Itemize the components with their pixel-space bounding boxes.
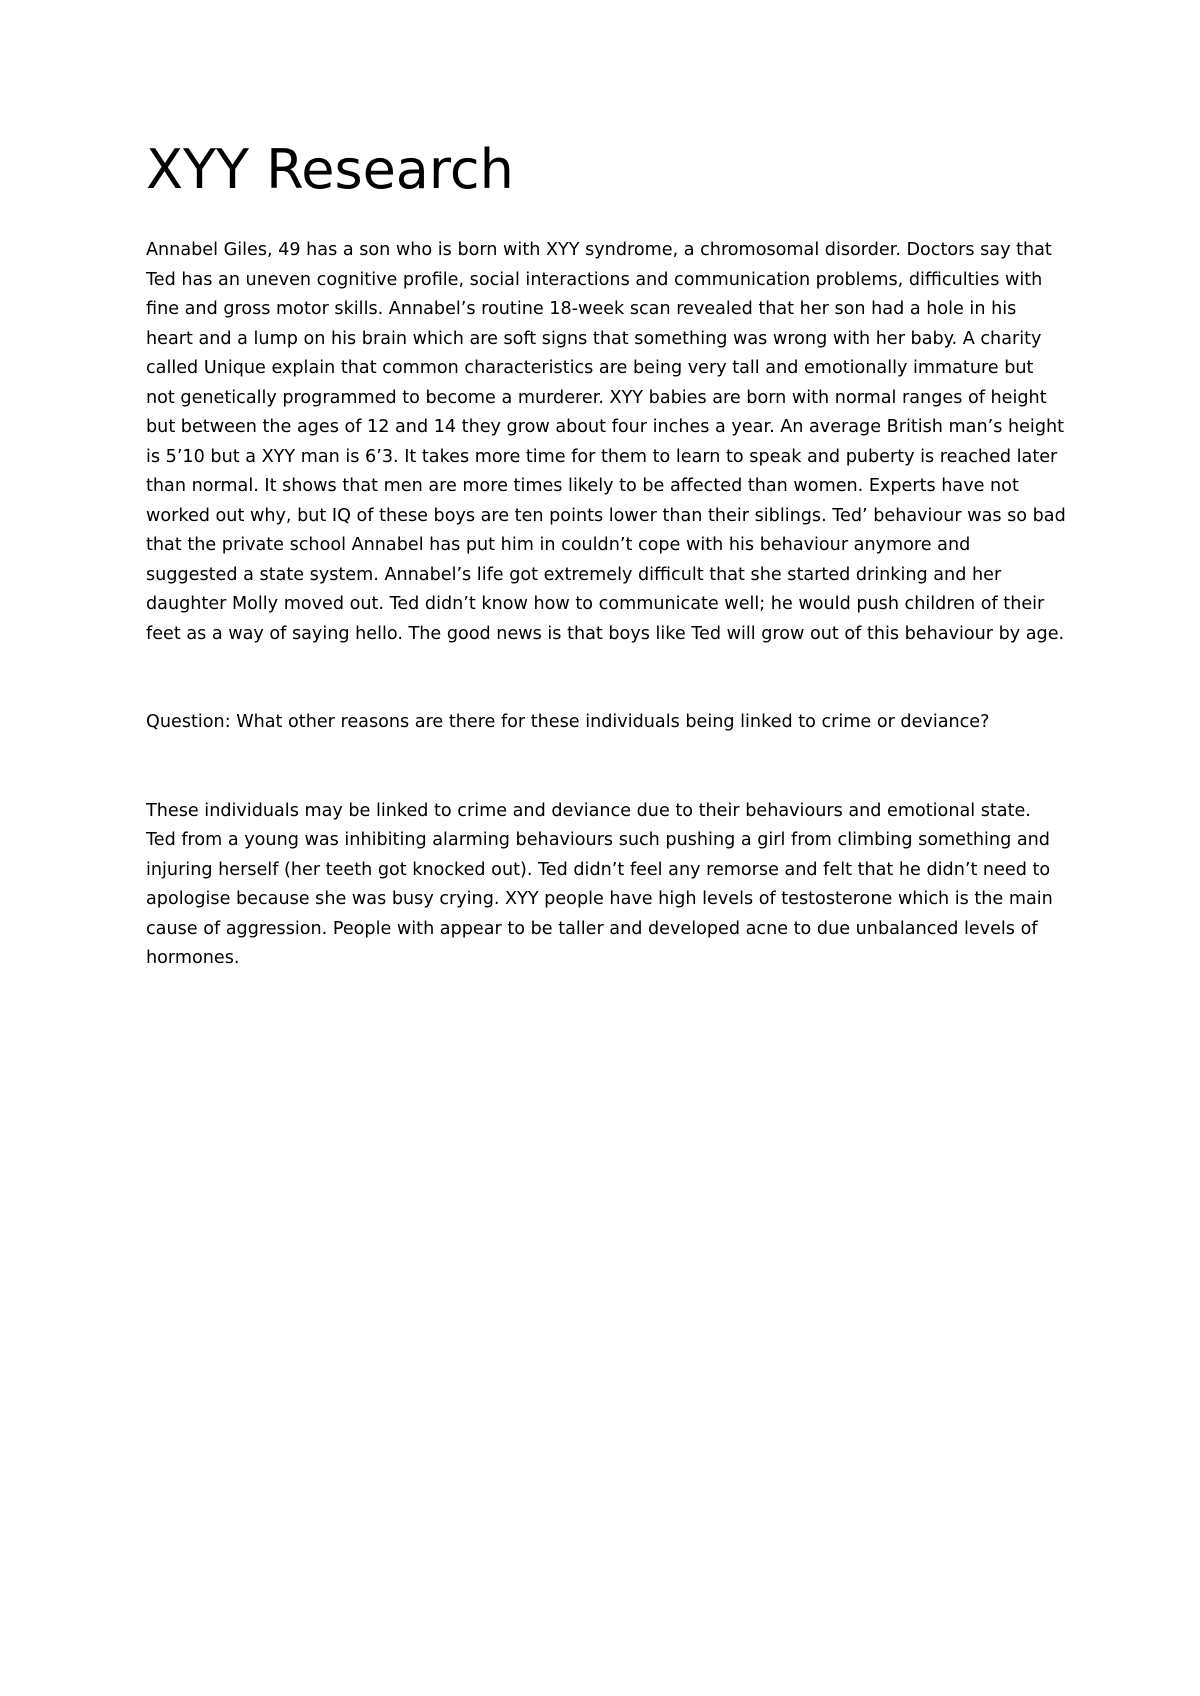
question-paragraph: Question: What other reasons are there for these individuals being linked to crime or deviance?	[146, 712, 990, 732]
paragraph-spacer	[146, 738, 1066, 797]
paragraph-spacer	[146, 649, 1066, 708]
document-title: XYY Research	[146, 138, 514, 201]
intro-paragraph: Annabel Giles, 49 has a son who is born with XYY syndrome, a chromosomal disorder. Doctors say that Ted has an uneven cognitive profile, social interactions and communication problems, difficulties with fine and gross motor skills. Annabel’s routine 18-week scan revealed that her son had a hole in his heart and a lump on his brain which are soft signs that something was wrong with her baby. A charity called Unique explain that common characteristics are being very tall and emotionally immature but not genetically programmed to become a murderer. XYY babies are born with normal ranges of height but between the ages of 12 and 14 they grow about four inches a year. An average British man’s height is 5’10 but a XYY man is 6’3. It takes more time for them to learn to speak and puberty is reached later than normal. It shows that men are more times likely to be affected than women. Experts have not worked out why, but IQ of these boys are ten points lower than their siblings. Ted’ behaviour was so bad that the private school Annabel has put him in couldn’t cope with his behaviour anymore and suggested a state system. Annabel’s life got extremely difficult that she started drinking and her daughter Molly moved out. Ted didn’t know how to communicate well; he would push children of their feet as a way of saying hello. The good news is that boys like Ted will grow out of this behaviour by age.	[146, 240, 1066, 644]
document-body	[146, 138, 1066, 974]
answer-paragraph: These individuals may be linked to crime and deviance due to their behaviours and emotional state. Ted from a young was inhibiting alarming behaviours such pushing a girl from climbing something and injuring herself (her teeth got knocked out). Ted didn’t feel any remorse and felt that he didn’t need to apologise because she was busy crying. XYY people have high levels of testosterone which is the main cause of aggression. People with appear to be taller and developed acne to due unbalanced levels of hormones.	[146, 800, 1053, 968]
